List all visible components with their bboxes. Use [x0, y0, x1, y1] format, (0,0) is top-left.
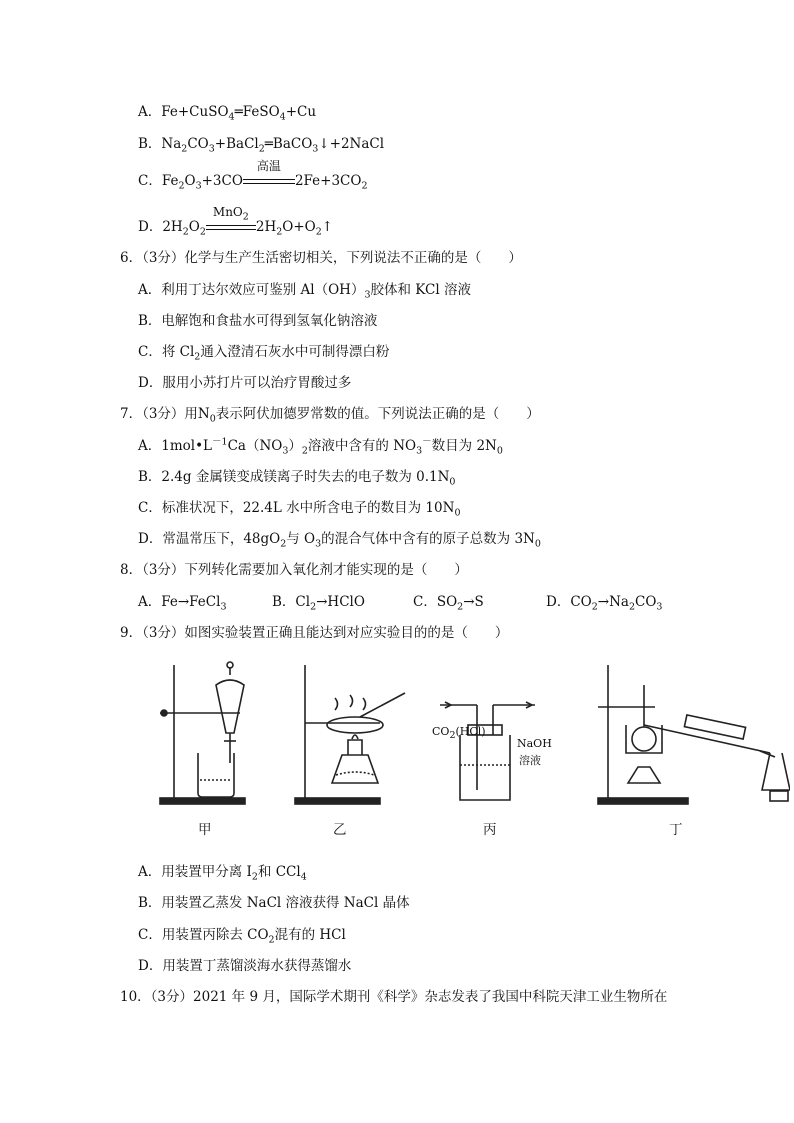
q7-option-d: D．常温常压下，$48gO_2$与 $O_3$的混合气体中含有的原子总数为 $3N_0$: [138, 531, 541, 550]
q7-option-c: C．标准状况下，22.4L 水中所含电子的数目为 $10N_0$: [138, 500, 461, 519]
q9-option-a: A．用装置甲分离 $I_2$和 CCl$_4$: [138, 864, 307, 883]
q8-option-a: A．Fe→FeCl$_3$: [138, 594, 227, 613]
q6-option-c: C．将 $Cl_2$通入澄清石灰水中可制得漂白粉: [138, 344, 390, 363]
q5-option-c: C．$Fe_2O_3+3CO$ 高温 $2Fe+3CO_2$: [138, 159, 368, 192]
q6-option-b: B．电解饱和食盐水可得到氢氧化钠溶液: [138, 313, 378, 329]
q9-option-b: B．用装置乙蒸发 NaCl 溶液获得 NaCl 晶体: [138, 895, 410, 911]
q8-option-d: D．$CO_2\to Na_2CO_3$: [546, 594, 663, 613]
reaction-condition-catalyst: MnO$_2$: [206, 218, 256, 236]
q8-option-b: B．$Cl_2\to HClO$: [272, 594, 365, 613]
q9-option-c: C．用装置丙除去 $CO_2$混有的 HCl: [138, 927, 346, 946]
caption-jia: 甲: [198, 822, 212, 838]
q5-option-a: A．Fe+CuSO$_4$═FeSO$_4$+Cu: [138, 104, 317, 123]
apparatus-yi: [295, 665, 405, 804]
q7-option-a: A．$1mol•L^{-1}Ca(NO_3)_2$溶液中含有的 $NO_3^-$数目为 $2N_0$: [138, 436, 503, 457]
q8-stem: 8．（3分）下列转化需要加入氧化剂才能实现的是（ ）: [120, 562, 468, 578]
q6-stem: 6．（3分）化学与生产生活密切相关，下列说法不正确的是（ ）: [120, 250, 522, 266]
q6-option-d: D．服用小苏打片可以治疗胃酸过多: [138, 375, 352, 391]
reaction-condition-heat: 高温: [243, 172, 295, 190]
q7-option-b: B．2.4g 金属镁变成镁离子时失去的电子数为 $0.1N_0$: [138, 469, 456, 488]
q9-stem: 9．（3分）如图实验装置正确且能达到对应实验目的的是（ ）: [120, 625, 509, 641]
apparatus-bing: [440, 702, 535, 800]
q5-option-d: D．$2H_2O_2$ MnO$_2$ $2H_2O+O_2↑$: [138, 205, 334, 238]
label-gas-inlet: $CO_2(HCl)$: [432, 725, 486, 742]
apparatus-jia: [160, 662, 245, 804]
q7-stem: 7．（3分）用$N_0$表示阿伏加德罗常数的值。下列说法正确的是（ ）: [120, 406, 540, 425]
apparatus-ding: [598, 665, 790, 804]
q9-option-d: D．用装置丁蒸馏淡海水获得蒸馏水: [138, 958, 352, 974]
caption-yi: 乙: [333, 822, 347, 838]
q10-stem: 10．（3分）2021 年 9 月，国际学术期刊《科学》杂志发表了我国中科院天津工业生物所在: [120, 989, 668, 1005]
q8-option-c: C．$SO_2\to S$: [413, 594, 484, 613]
caption-bing: 丙: [483, 822, 497, 838]
q5-option-b: B．$Na_2CO_3+BaCl_2═BaCO_3↓+2NaCl$: [138, 136, 385, 155]
q6-option-a: A．利用丁达尔效应可鉴别 $Al(OH)_3$胶体和 KCl 溶液: [138, 282, 471, 301]
apparatus-figure: [150, 655, 790, 850]
label-naoh: NaOH: [517, 737, 552, 750]
label-solution: 溶液: [519, 754, 541, 767]
caption-ding: 丁: [669, 822, 683, 838]
